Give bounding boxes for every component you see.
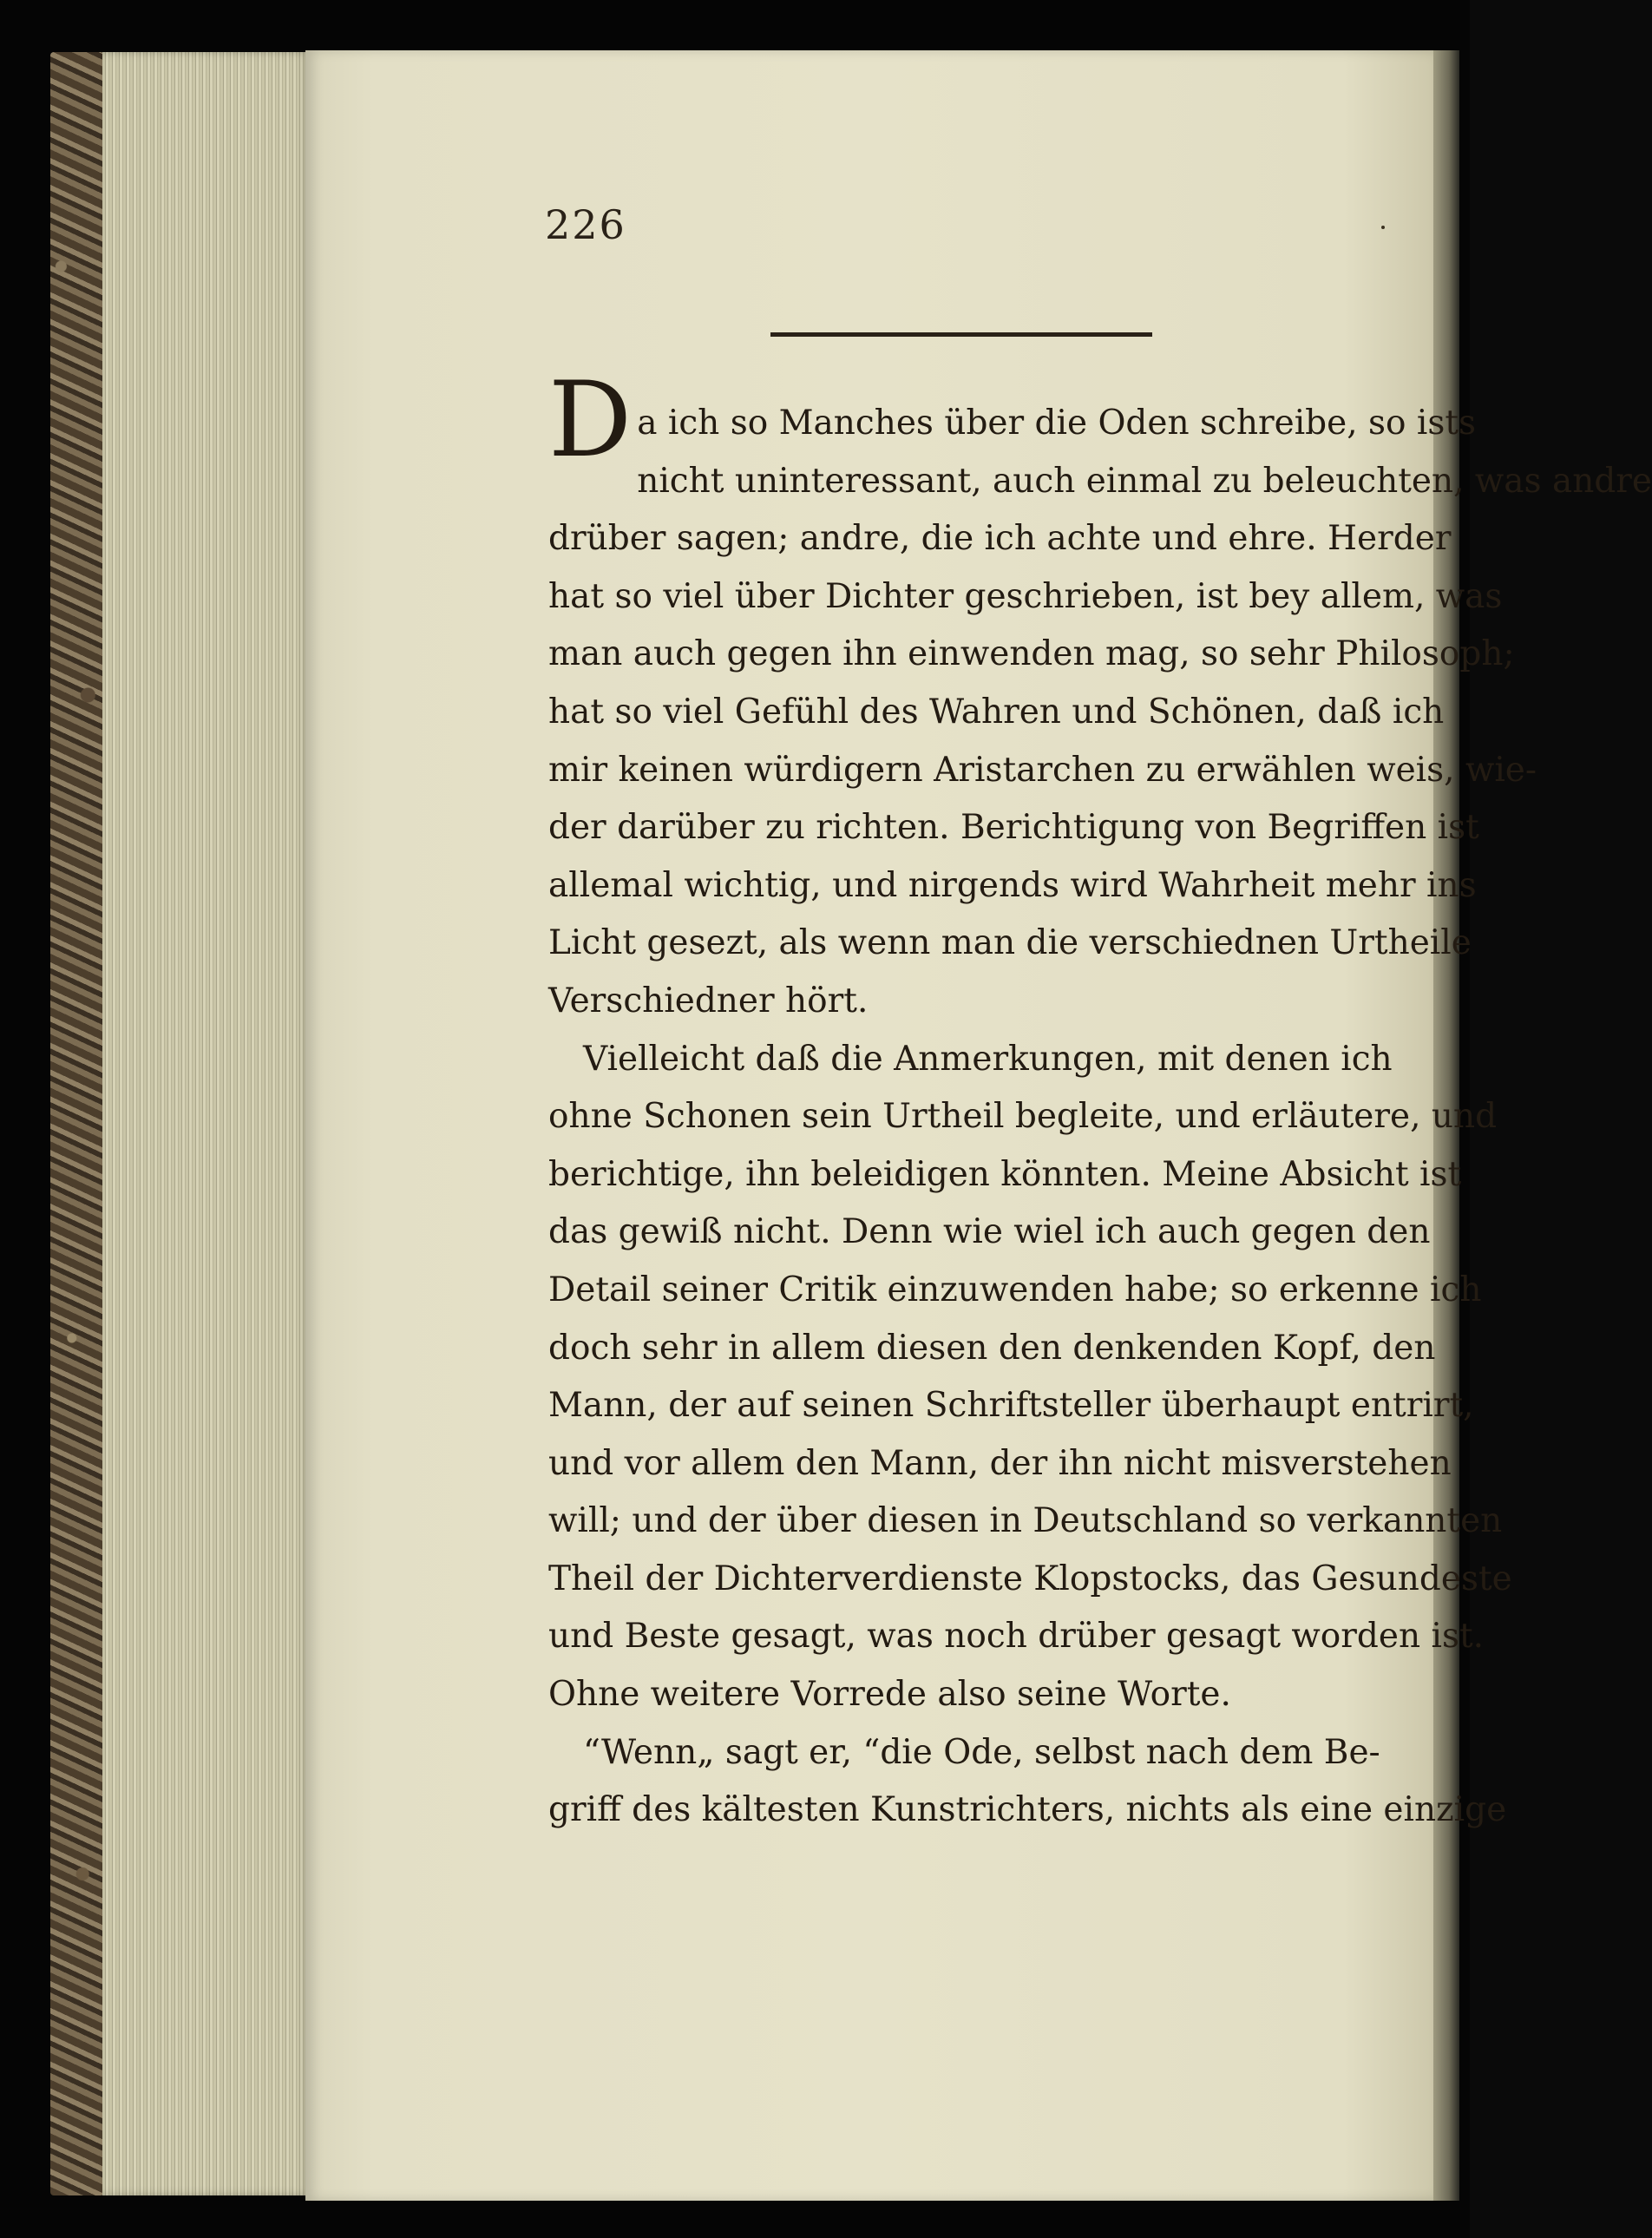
header-rule (770, 332, 1152, 337)
text-line-content: Detail seiner Critik einzuwenden habe; so erkenne ich (548, 1270, 1482, 1309)
text-line-content: Licht gesezt, als wenn man die verschiednen Urtheile (548, 923, 1472, 963)
text-line-content: und Beste gesagt, was noch drüber gesagt worden ist. (548, 1617, 1485, 1657)
text-line-content: allemal wichtig, und nirgends wird Wahrheit mehr ins (548, 865, 1477, 905)
text-line (548, 626, 1515, 684)
text-line (548, 1493, 1503, 1551)
text-line (548, 1608, 1485, 1666)
text-line (548, 1435, 1452, 1493)
page-number: 226 (545, 201, 626, 248)
text-line-content: drüber sagen; andre, die ich achte und ehre. Herder (548, 519, 1452, 559)
text-line (548, 1204, 1431, 1262)
text-line (548, 360, 1477, 481)
text-line-content: a ich so Manches über die Oden schreibe, so ists (637, 404, 1477, 443)
text-line-content: hat so viel über Dichter geschrieben, ist bey allem, was (548, 576, 1503, 616)
text-line (548, 1377, 1474, 1435)
text-line (548, 684, 1445, 742)
text-line-content: berichtige, ihn beleidigen könnten. Meine Absicht ist (548, 1154, 1462, 1194)
text-line (548, 1724, 1380, 1782)
text-line-content: griff des kältesten Kunstrichters, nichts als eine einzige (548, 1790, 1507, 1830)
text-line (548, 1666, 1360, 1724)
text-line (548, 1551, 1512, 1609)
text-line-content: und vor allem den Mann, der ihn nicht misverstehen (548, 1443, 1452, 1483)
text-line-content: mir keinen würdigern Aristarchen zu erwählen weis, wie- (548, 750, 1537, 790)
text-line (548, 1320, 1436, 1378)
text-line-content: der darüber zu richten. Berichtigung von Begriffen ist (548, 808, 1479, 848)
text-line (548, 1146, 1462, 1204)
ink-speck (1381, 226, 1385, 229)
marbled-cover-board (50, 52, 104, 2195)
text-line (548, 915, 1472, 973)
page-block-edges (102, 52, 311, 2195)
text-line (548, 742, 1537, 800)
text-line (548, 453, 1652, 511)
text-line (548, 1782, 1507, 1840)
text-line (548, 1262, 1482, 1320)
text-line-content: “Wenn„ sagt er, “die Ode, selbst nach dem Be- (583, 1732, 1380, 1772)
text-line-content: nicht uninteressant, auch einmal zu beleuchten, was andre (637, 461, 1652, 501)
body-text (548, 360, 1652, 1840)
text-line-content: Theil der Dichterverdienste Klopstocks, das Gesundeste (548, 1559, 1512, 1598)
text-line (548, 568, 1503, 627)
text-line (548, 1031, 1393, 1089)
text-line (548, 799, 1479, 857)
text-line (548, 973, 1360, 1031)
text-line-content: Mann, der auf seinen Schriftsteller überhaupt entrirt, (548, 1386, 1474, 1426)
text-line (548, 857, 1477, 916)
text-line-content: Vielleicht daß die Anmerkungen, mit denen ich (583, 1039, 1393, 1079)
text-line-content: will; und der über diesen in Deutschland so verkannten (548, 1501, 1503, 1541)
text-line-content: man auch gegen ihn einwenden mag, so sehr Philosoph; (548, 634, 1515, 674)
text-line (548, 1088, 1498, 1146)
text-line-content: hat so viel Gefühl des Wahren und Schönen, daß ich (548, 692, 1445, 732)
text-line-content: ohne Schonen sein Urtheil begleite, und erläutere, und (548, 1097, 1498, 1137)
text-line-content: Ohne weitere Vorrede also seine Worte. (548, 1675, 1231, 1715)
text-line-content: Verschiedner hört. (548, 981, 869, 1021)
drop-cap-initial: D (548, 360, 633, 481)
text-line (548, 510, 1452, 568)
text-line-content: das gewiß nicht. Denn wie wiel ich auch gegen den (548, 1212, 1431, 1252)
text-line-content: doch sehr in allem diesen den denkenden Kopf, den (548, 1328, 1436, 1368)
